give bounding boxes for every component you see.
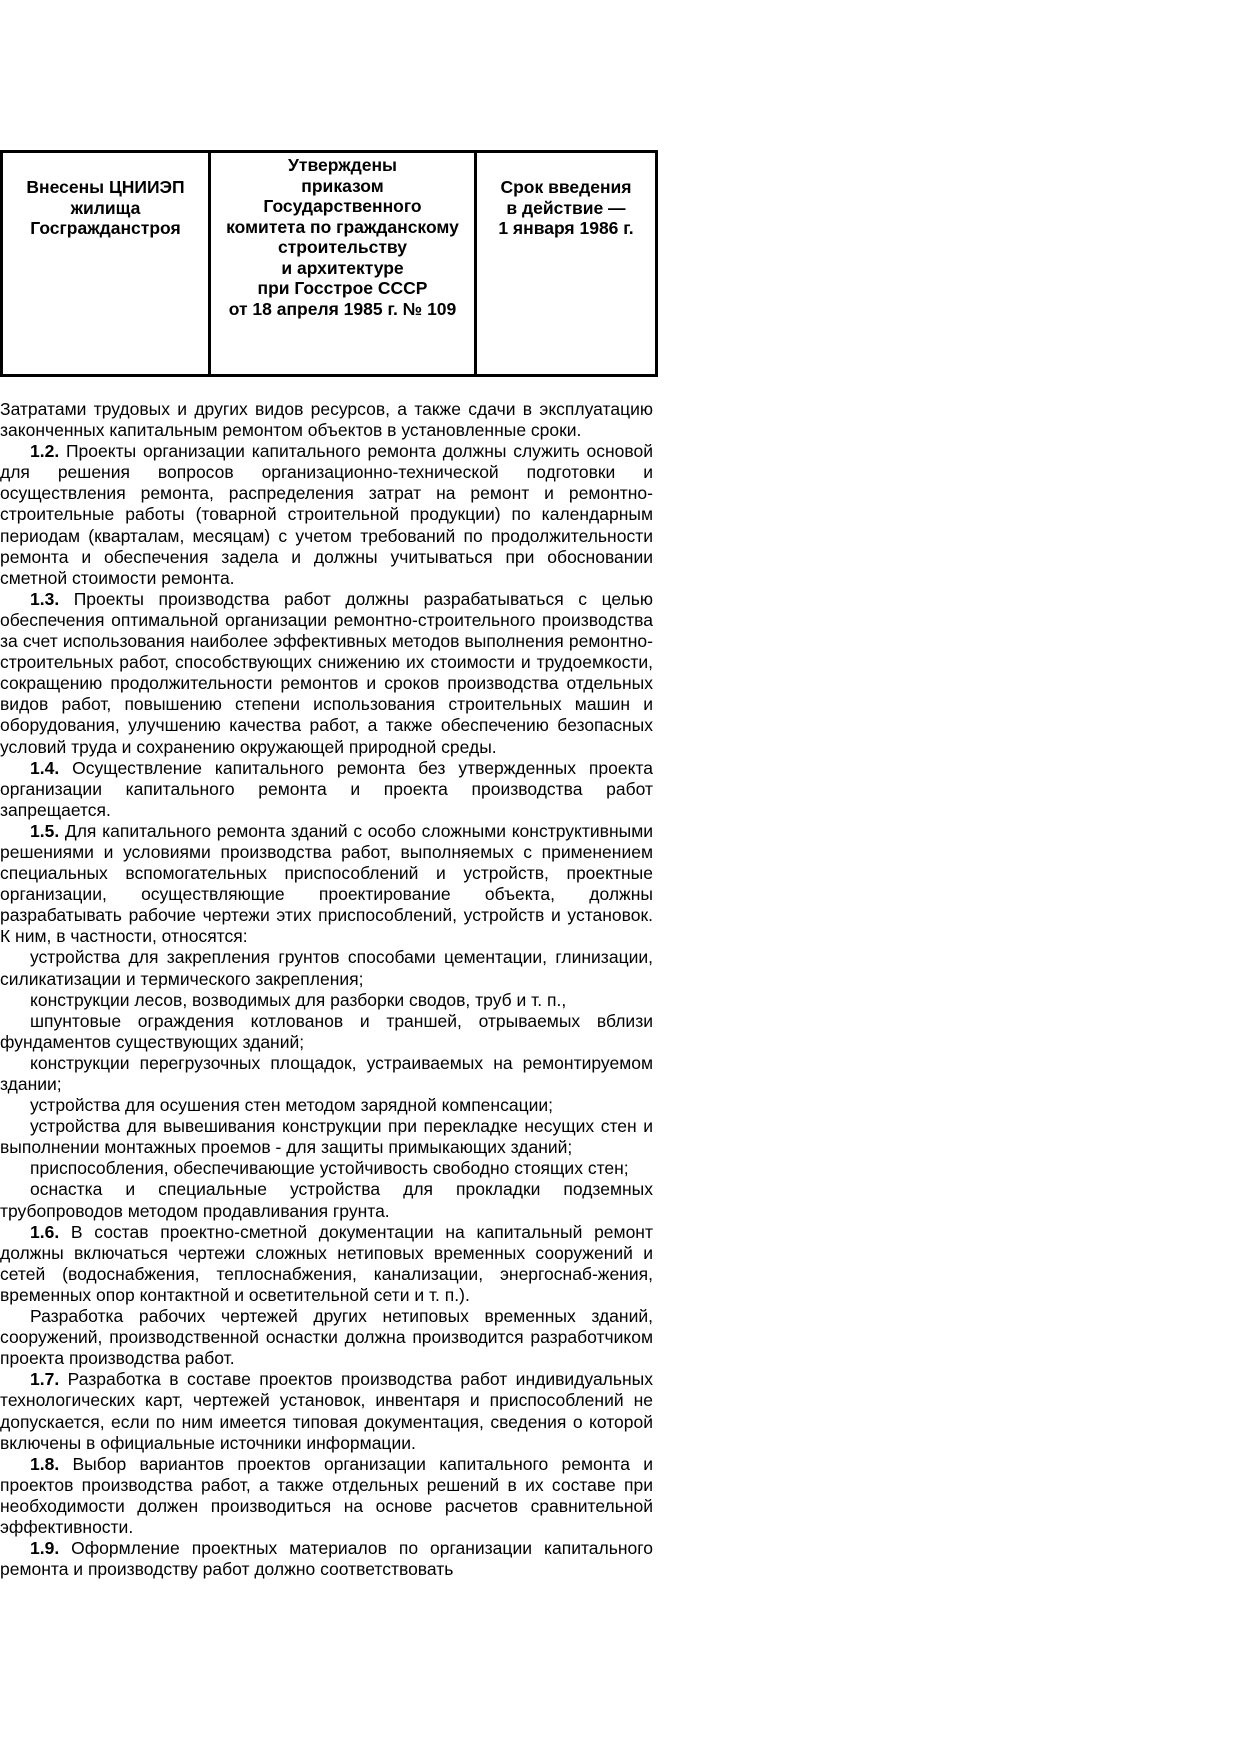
document-page bbox=[0, 150, 653, 1580]
clause-number: 1.3. bbox=[30, 588, 60, 609]
body-text bbox=[0, 399, 653, 1580]
list-item bbox=[0, 1095, 653, 1116]
clause-number: 1.7. bbox=[30, 1369, 60, 1390]
submitted-by-cell: Внесены ЦНИИЭП жилища Госгражданстроя bbox=[2, 152, 210, 376]
paragraph-text: Разработка рабочих чертежей других нетиповых временных зданий, сооружений, производственной оснастки должна производится разработчиком проекта производства работ. bbox=[0, 1306, 653, 1369]
effective-date-cell: Срок введения в действие — 1 января 1986 г. bbox=[476, 152, 657, 376]
list-item bbox=[0, 990, 653, 1011]
paragraph-text: конструкции лесов, возводимых для разборки сводов, труб и т. п., bbox=[30, 989, 567, 1010]
clause-number: 1.8. bbox=[30, 1453, 60, 1474]
paragraph-text: приспособления, обеспечивающие устойчивость свободно стоящих стен; bbox=[30, 1158, 629, 1179]
clause-number: 1.5. bbox=[30, 820, 60, 841]
list-item bbox=[0, 947, 653, 989]
paragraph bbox=[0, 1454, 653, 1538]
paragraph-text: шпунтовые ограждения котлованов и траншей, отрываемых вблизи фундаментов существующих зданий; bbox=[0, 1010, 653, 1052]
paragraph bbox=[0, 399, 653, 441]
paragraph-text: Проекты производства работ должны разрабатываться с целью обеспечения оптимальной организации ремонтно-строительного производства за счет использования наиболее эффективных методов выполнения ремонтно-строительных работ, способствующих снижению их стоимости и трудоемкости, сокращению продолжительности ремонтов и сроков производства отдельных видов работ, повышению степени использования строительных машин и оборудования, улучшению качества работ, а также обеспечению безопасных условий труда и сохранению окружающей природной среды. bbox=[0, 588, 653, 757]
list-item bbox=[0, 1158, 653, 1179]
paragraph-text: Осуществление капитального ремонта без утвержденных проекта организации капитального ремонта и проекта производства работ запрещается. bbox=[0, 757, 653, 820]
paragraph-text: В состав проектно-сметной документации на капитальный ремонт должны включаться чертежи сложных нетиповых временных сооружений и сетей (водоснабжения, теплоснабжения, канализации, энергоснаб-жения, временных опор контактной и осветительной сети и т. п.). bbox=[0, 1221, 653, 1305]
paragraph-text: Проекты организации капитального ремонта должны служить основой для решения вопросов организационно-технической подготовки и осуществления ремонта, распределения затрат на ремонт и ремонтно-строительные работы (товарной строительной продукции) по календарным периодам (кварталам, месяцам) с учетом требований по продолжительности ремонта и обеспечения задела и должны учитываться при обосновании сметной стоимости ремонта. bbox=[0, 441, 653, 588]
paragraph bbox=[0, 589, 653, 758]
clause-number: 1.9. bbox=[30, 1538, 60, 1559]
paragraph-text: устройства для закрепления грунтов способами цементации, глинизации, силикатизации и термического закрепления; bbox=[0, 947, 653, 989]
paragraph-text: Для капитального ремонта зданий с особо сложными конструктивными решениями и условиями производства работ, выполняемых с применением специальных вспомогательных приспособлений и устройств, проектные организации, осуществляющие проектирование объекта, должны разрабатывать рабочие чертежи этих приспособлений, устройств и установок. К ним, в частности, относятся: bbox=[0, 820, 653, 947]
approved-by-cell: Утверждены приказом Государственного комитета по гражданскому строительству и архитектуре при Госстрое СССР от 18 апреля 1985 г. № 109 bbox=[210, 152, 476, 376]
paragraph bbox=[0, 821, 653, 948]
paragraph-text: конструкции перегрузочных площадок, устраиваемых на ремонтируемом здании; bbox=[0, 1052, 653, 1094]
paragraph-text: Разработка в составе проектов производства работ индивидуальных технологических карт, чертежей установок, инвентаря и приспособлений не допускается, если по ним имеется типовая документация, сведения о которой включены в официальные источники информации. bbox=[0, 1369, 653, 1453]
paragraph-text: Оформление проектных материалов по организации капитального ремонта и производству работ должно соответствовать bbox=[0, 1538, 653, 1580]
header-row bbox=[2, 152, 657, 376]
list-item bbox=[0, 1011, 653, 1053]
list-item bbox=[0, 1179, 653, 1221]
list-item bbox=[0, 1053, 653, 1095]
paragraph-text: Затратами трудовых и других видов ресурсов, а также сдачи в эксплуатацию законченных капитальным ремонтом объектов в установленные сроки. bbox=[0, 399, 653, 441]
paragraph bbox=[0, 1369, 653, 1453]
paragraph bbox=[0, 758, 653, 821]
paragraph-text: устройства для осушения стен методом зарядной компенсации; bbox=[30, 1095, 554, 1116]
paragraph bbox=[0, 1306, 653, 1369]
clause-number: 1.6. bbox=[30, 1221, 60, 1242]
clause-number: 1.2. bbox=[30, 441, 60, 462]
paragraph bbox=[0, 1222, 653, 1306]
paragraph-text: оснастка и специальные устройства для прокладки подземных трубопроводов методом продавливания грунта. bbox=[0, 1179, 653, 1221]
paragraph bbox=[0, 1538, 653, 1580]
approval-header-table bbox=[0, 150, 658, 377]
paragraph-text: устройства для вывешивания конструкции при перекладке несущих стен и выполнении монтажных проемов - для защиты примыкающих зданий; bbox=[0, 1116, 653, 1158]
list-item bbox=[0, 1116, 653, 1158]
paragraph bbox=[0, 441, 653, 589]
paragraph-text: Выбор вариантов проектов организации капитального ремонта и проектов производства работ, а также отдельных решений в их составе при необходимости должен производиться на основе расчетов сравнительной эффективности. bbox=[0, 1453, 653, 1537]
clause-number: 1.4. bbox=[30, 757, 60, 778]
